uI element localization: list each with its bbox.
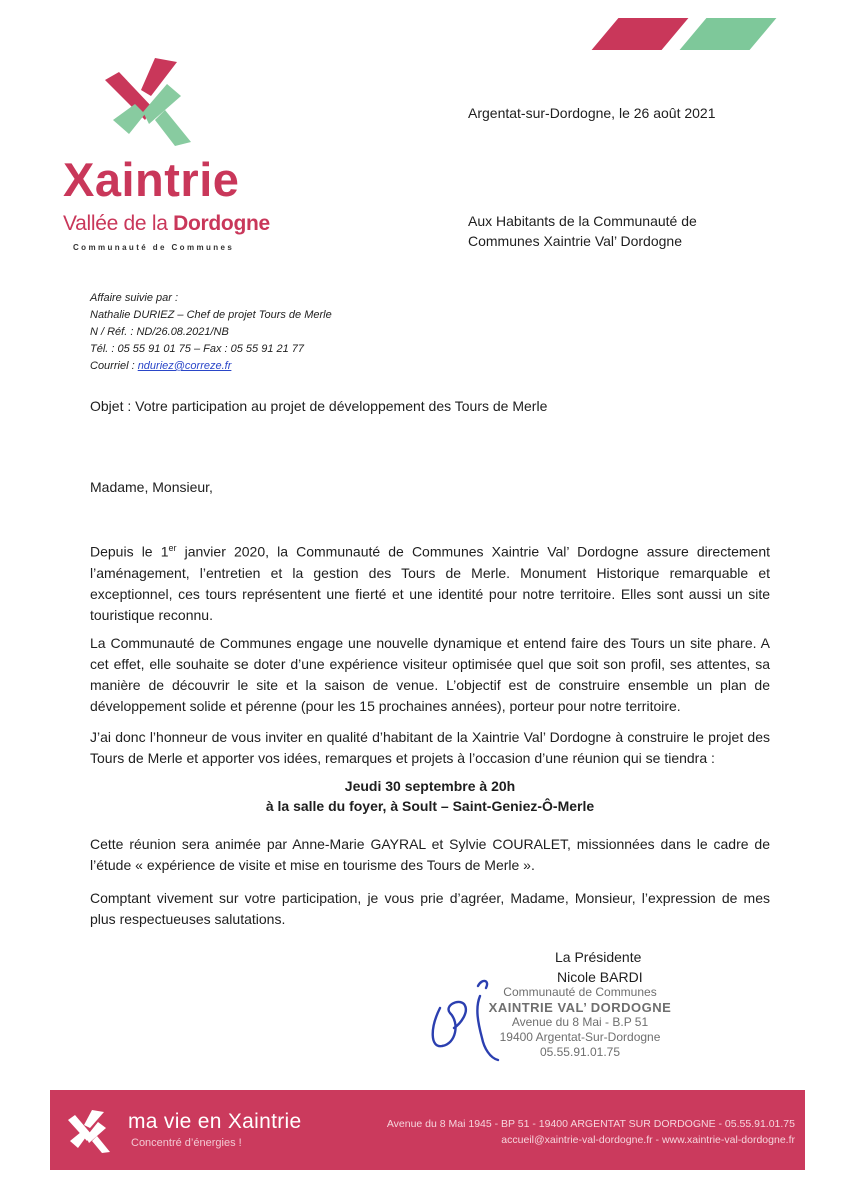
stamp-line: 19400 Argentat-Sur-Dordogne [499,1030,661,1044]
stamp-line: Communauté de Communes [503,985,657,999]
stamp-line: XAINTRIE VAL’ DORDOGNE [488,1000,672,1015]
official-stamp [480,985,680,1060]
body-paragraph: Cette réunion sera animée par Anne-Marie GAYRAL et Sylvie COURALET, missionnées dans le cadre de l’étude « expérience de visite et mise en tourisme des Tours de Merle ». [90,836,770,873]
footer-links[interactable]: accueil@xaintrie-val-dordogne.fr - www.xaintrie-val-dordogne.fr [501,1134,795,1146]
recipient-block [468,211,697,251]
meeting-location: à la salle du foyer, à Soult – Saint-Geniez-Ô-Merle [265,798,595,814]
body-paragraph: La Communauté de Communes engage une nouvelle dynamique et entend faire des Tours un site phare. A cet effet, elle souhaite se doter d’une expérience visiteur optimisée quel que soit son profil, ses attentes, sa manière de découvrir le site et la saison de venue. L’objectif est de construire ensemble un plan de développement solide et pérenne (pour les 15 prochaines années), porteur pour notre territoire. [90,635,770,714]
salutation: Madame, Monsieur, [90,479,213,495]
footer-address: Avenue du 8 Mai 1945 - BP 51 - 19400 ARGENTAT SUR DORDOGNE - 05.55.91.01.75 [386,1118,795,1130]
email-link[interactable]: nduriez@correze.fr [137,360,232,372]
reference-line: Nathalie DURIEZ – Chef de projet Tours de Merle [90,309,332,321]
meeting-info [90,776,770,816]
reference-line: Courriel : nduriez@correze.fr [90,360,232,372]
body-paragraph: Comptant vivement sur votre participation, je vous prie d’agréer, Madame, Monsieur, l’expression de mes plus respectueuses salutations. [90,890,770,927]
footer-tagline: Concentré d’énergies ! [131,1137,242,1149]
body-paragraph: Depuis le 1er janvier 2020, la Communauté de Communes Xaintrie Val’ Dordogne assure directement l’aménagement, l’entretien et la gestion des Tours de Merle. Monument Historique remarquable et exceptionnel, ces tours représentent une fierté et une identité pour notre territoire. Elles sont aussi un site touristique reconnu. [90,543,770,623]
recipient-line: Communes Xaintrie Val’ Dordogne [468,233,682,249]
reference-block [90,290,332,375]
reference-line: Affaire suivie par : [90,292,179,304]
header-stripe-red [592,18,689,50]
signature-role: La Présidente [555,949,642,965]
recipient-line: Aux Habitants de la Communauté de [468,213,697,229]
footer-brand: ma vie en Xaintrie [128,1110,302,1133]
logo-community: Communauté de Communes [73,243,235,252]
xaintrie-logo-icon [105,58,195,148]
signature-name: Nicole BARDI [557,969,643,985]
subject-line: Objet : Votre participation au projet de développement des Tours de Merle [90,398,548,414]
footer-logo-icon [66,1108,112,1154]
logo-subtitle: Vallée de la Dordogne [63,212,270,235]
logo-title: Xaintrie [63,153,240,206]
stamp-line: 05.55.91.01.75 [539,1045,621,1059]
reference-line: Tél. : 05 55 91 01 75 – Fax : 05 55 91 21 77 [90,343,305,355]
stamp-line: Avenue du 8 Mai - B.P 51 [511,1015,649,1029]
body-paragraph: J’ai donc l’honneur de vous inviter en qualité d’habitant de la Xaintrie Val’ Dordogne à construire le projet des Tours de Merle et apporter vos idées, remarques et projets à l’occasion d’une réunion qui se tiendra : [90,729,770,766]
header-stripe-green [680,18,777,50]
reference-line: N / Réf. : ND/26.08.2021/NB [90,326,229,338]
meeting-date: Jeudi 30 septembre à 20h [344,778,516,794]
signature-block [555,947,643,987]
footer-contact [360,1116,795,1148]
place-date: Argentat-sur-Dordogne, le 26 août 2021 [468,105,716,121]
